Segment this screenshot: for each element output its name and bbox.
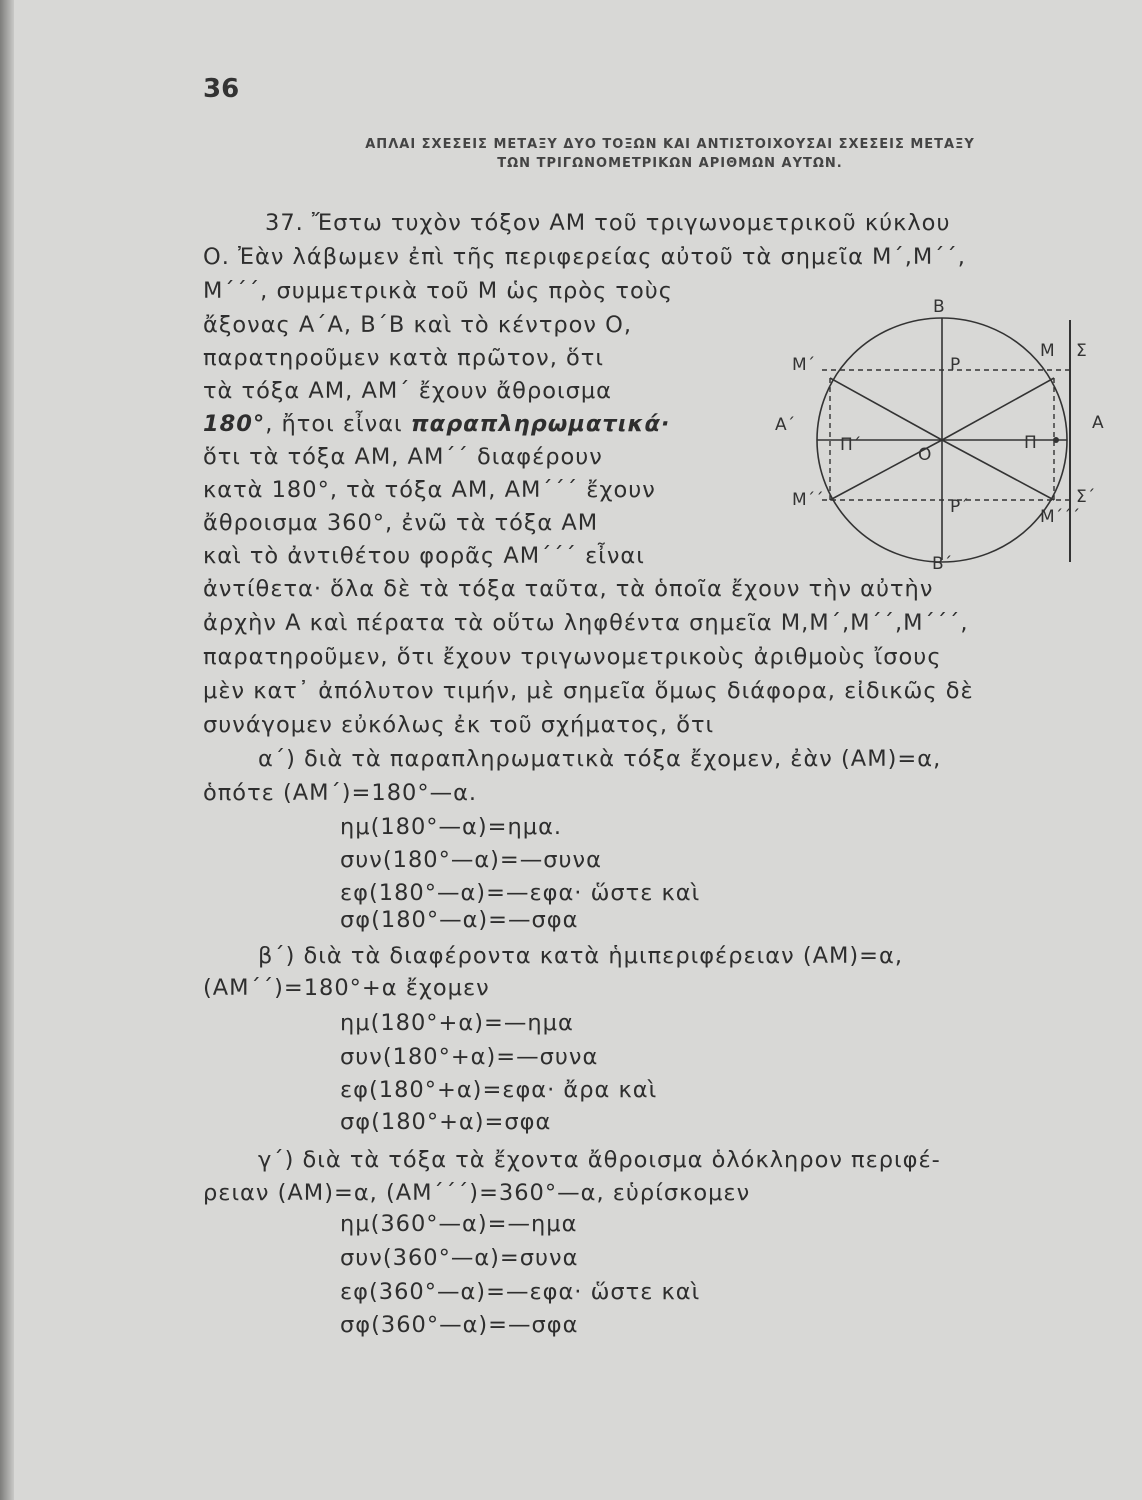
text-line: κατὰ 180°, τὰ τόξα ΑΜ, ΑΜ΄΄΄ ἔχουν	[203, 477, 656, 503]
formula-line: εφ(180°—α)=—εφα· ὥστε καὶ	[340, 880, 701, 906]
value-180: 180°	[203, 411, 266, 437]
label-m-prime: Μ΄	[792, 355, 816, 375]
emphasis-text: παραπληρωματικά·	[410, 411, 671, 437]
radius-om-prime	[830, 378, 942, 440]
text-line: καὶ τὸ ἀντιθέτου φορᾶς ΑΜ΄΄΄ εἶναι	[203, 543, 645, 569]
formula-line: εφ(360°—α)=—εφα· ὥστε καὶ	[340, 1279, 701, 1305]
text-line: (ΑΜ΄΄)=180°+α ἔχομεν	[203, 975, 490, 1001]
label-p: Ρ	[950, 355, 961, 375]
text-line: ἀντίθετα· ὅλα δὲ τὰ τόξα ταῦτα, τὰ ὁποῖα ἔχουν τὴν αὐτὴν	[203, 576, 934, 602]
label-a-prime: Α΄	[775, 415, 796, 435]
formula-line: σφ(360°—α)=—σφα	[340, 1312, 579, 1338]
text-line: παρατηροῦμεν κατὰ πρῶτον, ὅτι	[203, 345, 604, 371]
text-line: γ΄) διὰ τὰ τόξα τὰ ἔχοντα ἄθροισμα ὁλόκληρον περιφέ-	[258, 1147, 941, 1173]
text-line: ἀρχὴν Α καὶ πέρατα τὰ οὕτω ληφθέντα σημεῖα Μ,Μ΄,Μ΄΄,Μ΄΄΄,	[203, 610, 969, 636]
label-m-triple: Μ΄΄΄	[1040, 507, 1081, 527]
label-pi: Π	[1024, 433, 1037, 453]
label-b: Β	[933, 297, 945, 317]
text-line: Μ΄΄΄, συμμετρικὰ τοῦ Μ ὡς πρὸς τοὺς	[203, 278, 673, 304]
text-line: 37. Ἔστω τυχὸν τόξον ΑΜ τοῦ τριγωνομετρικοῦ κύκλου	[265, 210, 951, 236]
radius-om-triple	[942, 440, 1054, 500]
text-line: συνάγομεν εὐκόλως ἐκ τοῦ σχήματος, ὅτι	[203, 712, 715, 738]
formula-line: συν(180°—α)=—συνα	[340, 847, 602, 873]
label-m-double: Μ΄΄	[792, 490, 824, 510]
text-line: ἄξονας Α΄Α, Β΄Β καὶ τὸ κέντρον Ο,	[203, 312, 633, 338]
text-line: ὁπότε (ΑΜ΄)=180°—α.	[203, 780, 478, 806]
formula-line: ημ(360°—α)=—ημα	[340, 1211, 578, 1237]
page-edge	[0, 0, 14, 1500]
formula-line: ημ(180°+α)=—ημα	[340, 1010, 574, 1036]
text-line: α΄) διὰ τὰ παραπληρωματικὰ τόξα ἔχομεν, ἐὰν (ΑΜ)=α,	[258, 746, 942, 772]
text-line: παρατηροῦμεν, ὅτι ἔχουν τριγωνομετρικοὺς ἀριθμοὺς ἴσους	[203, 644, 942, 670]
text-line: ἄθροισμα 360°, ἐνῶ τὰ τόξα ΑΜ	[203, 510, 599, 536]
formula-line: ημ(180°—α)=ημα.	[340, 814, 563, 840]
text-fragment: , ἤτοι εἶναι	[265, 411, 403, 437]
section-header-line-2: ΤΩΝ ΤΡΙΓΩΝΟΜΕΤΡΙΚΩΝ ΑΡΙΘΜΩΝ ΑΥΤΩΝ.	[497, 156, 843, 171]
section-header	[200, 135, 1140, 173]
formula-line: συν(180°+α)=—συνα	[340, 1044, 599, 1070]
formula-line: σφ(180°—α)=—σφα	[340, 907, 579, 933]
label-a: Α	[1092, 413, 1104, 433]
label-o: Ο	[918, 445, 932, 465]
label-p-prime: Ρ΄	[950, 497, 969, 517]
label-sigma: Σ	[1076, 341, 1087, 361]
text-line: τὰ τόξα ΑΜ, ΑΜ΄ ἔχουν ἄθροισμα	[203, 378, 613, 404]
formula-line: σφ(180°+α)=σφα	[340, 1109, 552, 1135]
radius-om	[942, 378, 1054, 440]
formula-line: συν(360°—α)=συνα	[340, 1245, 579, 1271]
label-sigma-prime: Σ΄	[1076, 487, 1096, 507]
label-pi-prime: Π΄	[840, 435, 862, 455]
formula-line: εφ(180°+α)=εφα· ἄρα καὶ	[340, 1077, 658, 1103]
section-header-line-1: ΑΠΛΑΙ ΣΧΕΣΕΙΣ ΜΕΤΑΞΥ ΔΥΟ ΤΟΞΩΝ ΚΑΙ ΑΝΤΙΣΤΟΙΧΟΥΣΑΙ ΣΧΕΣΕΙΣ ΜΕΤΑΞΥ	[365, 137, 975, 152]
text-line-mixed	[203, 411, 670, 437]
text-line: Ο. Ἐὰν λάβωμεν ἐπὶ τῆς περιφερείας αὐτοῦ τὰ σημεῖα Μ΄,Μ΄΄,	[203, 244, 966, 270]
label-b-prime: Β΄	[932, 554, 953, 570]
text-line: β΄) διὰ τὰ διαφέροντα κατὰ ἡμιπεριφέρειαν (ΑΜ)=α,	[258, 943, 904, 969]
trig-circle-diagram	[772, 290, 1112, 570]
label-m: Μ	[1040, 341, 1055, 361]
text-line: μὲν κατ᾽ ἀπόλυτον τιμήν, μὲ σημεῖα ὅμως διάφορα, εἰδικῶς δὲ	[203, 678, 974, 704]
page-number: 36	[203, 74, 240, 104]
text-line: ὅτι τὰ τόξα ΑΜ, ΑΜ΄΄ διαφέρουν	[203, 444, 603, 470]
text-line: ρειαν (ΑΜ)=α, (ΑΜ΄΄΄)=360°—α, εὑρίσκομεν	[203, 1180, 751, 1206]
point-pi	[1053, 437, 1059, 443]
